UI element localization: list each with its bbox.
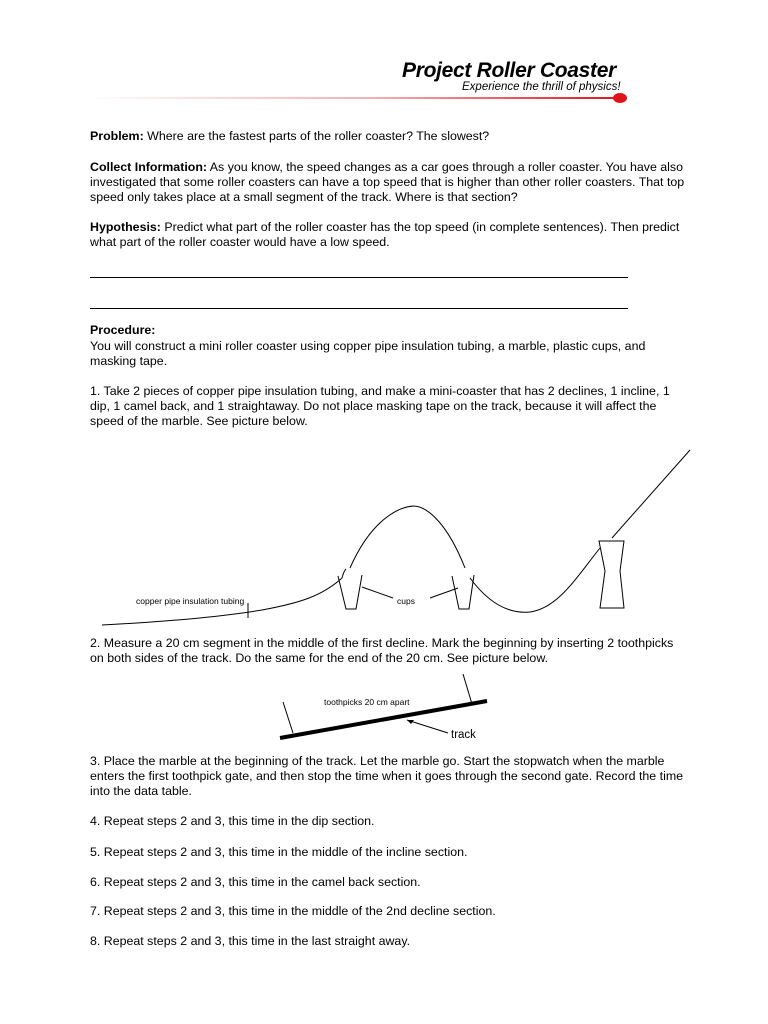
procedure-step-4: 4. Repeat steps 2 and 3, this time in the dip section. xyxy=(90,814,375,828)
procedure-intro: You will construct a mini roller coaster using copper pipe insulation tubing, a marble, plastic cups, and masking tape. xyxy=(90,339,646,369)
tubing-label: copper pipe insulation tubing xyxy=(136,596,245,606)
procedure-step-3: 3. Place the marble at the beginning of the track. Let the marble go. Start the stopwatch when the marble enters the first toothpick gate, and then stop the time when it goes through the second gate. Record the time into the data table. xyxy=(90,754,684,799)
cup-middle-icon xyxy=(452,575,474,609)
cups-label: cups xyxy=(397,596,415,606)
answer-line-2[interactable] xyxy=(90,308,628,309)
collect-information-label: Collect Information: xyxy=(90,160,208,174)
cup-left-icon xyxy=(338,575,362,609)
problem-paragraph xyxy=(90,129,690,144)
track-label: track xyxy=(451,729,476,741)
hypothesis-paragraph xyxy=(90,220,690,250)
hypothesis-label: Hypothesis: xyxy=(90,220,161,234)
toothpick-right xyxy=(463,674,472,704)
coaster-track-top-incline xyxy=(612,450,690,538)
cup-stack-right-icon xyxy=(599,541,624,608)
toothpick-gate-diagram xyxy=(0,670,768,750)
procedure-step-6: 6. Repeat steps 2 and 3, this time in the camel back section. xyxy=(90,875,421,889)
coaster-track-dip-incline xyxy=(470,548,600,612)
header-accent-rule xyxy=(88,93,628,107)
collect-information-paragraph xyxy=(90,160,690,206)
procedure-heading xyxy=(90,323,690,338)
procedure-step-1: 1. Take 2 pieces of copper pipe insulation tubing, and make a mini-coaster that has 2 declines, 1 incline, 1 dip, 1 camel back, and 1 straightaway. Do not place masking tape on the track, because it will affect the speed of the marble. See picture below. xyxy=(90,384,670,429)
procedure-step-5: 5. Repeat steps 2 and 3, this time in the middle of the incline section. xyxy=(90,845,468,859)
procedure-label: Procedure: xyxy=(90,323,156,337)
problem-text: Where are the fastest parts of the roller coaster? The slowest? xyxy=(143,129,490,143)
page-subtitle: Experience the thrill of physics! xyxy=(462,81,621,93)
problem-label: Problem: xyxy=(90,129,144,143)
procedure-step-2: 2. Measure a 20 cm segment in the middle of the first decline. Mark the beginning by inserting 2 toothpicks on both sides of the track. Do the same for the end of the 20 cm. See picture below. xyxy=(90,636,674,666)
toothpicks-label: toothpicks 20 cm apart xyxy=(324,697,410,707)
page-title: Project Roller Coaster xyxy=(402,59,616,82)
collect-information-text: As you know, the speed changes as a car goes through a roller coaster. You have also investigated that some roller coasters can have a top speed that is higher than other roller coasters. That top speed only takes place at a small segment of the track. Where is that section? xyxy=(90,160,685,205)
roller-coaster-diagram xyxy=(0,440,768,640)
answer-line-1[interactable] xyxy=(90,277,628,278)
toothpick-left xyxy=(283,702,293,733)
procedure-step-8: 8. Repeat steps 2 and 3, this time in the last straight away. xyxy=(90,934,411,948)
hypothesis-text: Predict what part of the roller coaster has the top speed (in complete sentences). Then predict what part of the roller coaster would have a low speed. xyxy=(90,220,680,250)
coaster-track-camel-back xyxy=(350,506,465,568)
procedure-step-7: 7. Repeat steps 2 and 3, this time in the middle of the 2nd decline section. xyxy=(90,904,496,918)
